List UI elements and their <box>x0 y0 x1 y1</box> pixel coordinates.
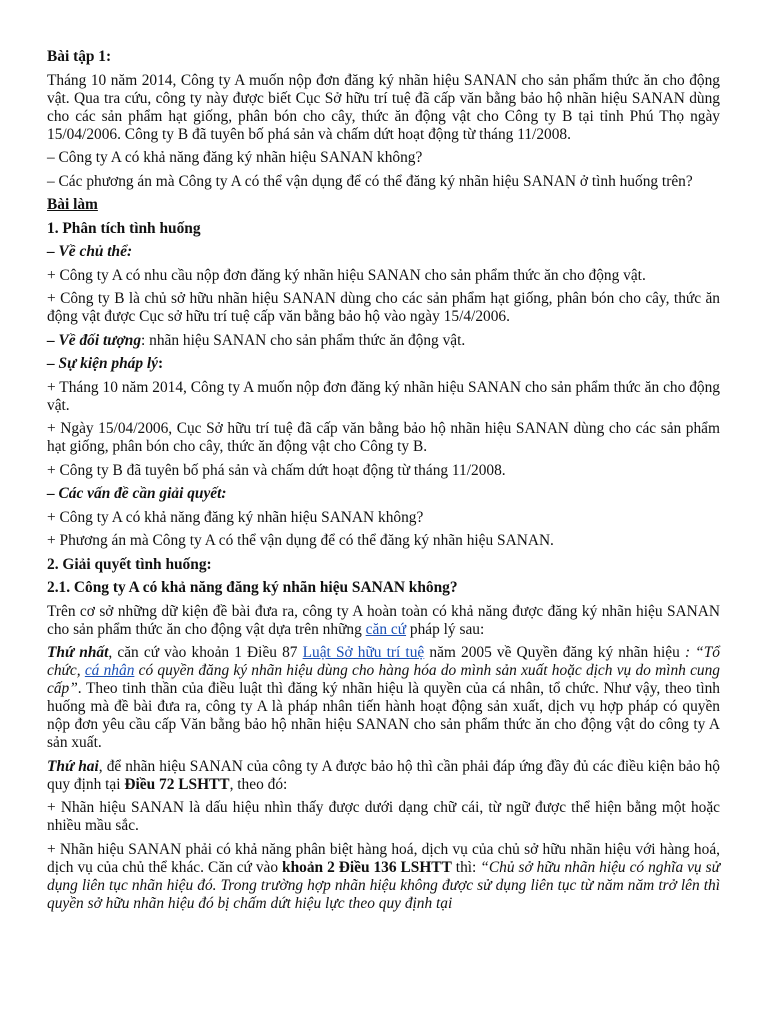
ip-law-link[interactable]: Luật Sở hữu trí tuệ <box>302 644 425 661</box>
basis-paragraph: Trên cơ sở những dữ kiện đề bài đưa ra, công ty A hoàn toàn có khả năng được đăng ký nhãn hiệu SANAN cho sản phẩm thức ăn cho động vật dựa trên những căn cứ pháp lý sau: <box>47 602 720 638</box>
event-1: + Tháng 10 năm 2014, Công ty A muốn nộp đơn đăng ký nhãn hiệu SANAN cho sản phẩm thức ăn cho động vật. <box>47 378 720 414</box>
event-3: + Công ty B đã tuyên bố phá sản và chấm dứt hoạt động từ tháng 11/2008. <box>47 461 506 479</box>
section-2-1-title: 2.1. Công ty A có khả năng đăng ký nhãn hiệu SANAN không? <box>47 579 458 596</box>
event-heading: – Sự kiện pháp lý: <box>47 355 164 372</box>
exercise-title: Bài tập 1: <box>47 48 112 65</box>
document-page <box>47 48 720 918</box>
exercise-paragraph: Tháng 10 năm 2014, Công ty A muốn nộp đơn đăng ký nhãn hiệu SANAN cho sản phẩm thức ăn cho động vật. Qua tra cứu, công ty này được biết Cục Sở hữu trí tuệ đã cấp văn bằng bảo hộ nhãn hiệu SANAN dùng cho các sản phẩm hạt giống, phân bón cho cây, thức ăn động vật cho Công ty B tại tỉnh Phú Thọ ngày 15/04/2006. Công ty B đã tuyên bố phá sản và chấm dứt hoạt động từ tháng 11/2008. <box>47 71 720 143</box>
event-2: + Ngày 15/04/2006, Cục Sở hữu trí tuệ đã cấp văn bằng bảo hộ nhãn hiệu SANAN dùng cho các sản phẩm hạt giống, phân bón cho cây, thức ăn động vật cho Công ty B. <box>47 420 720 455</box>
issue-2: + Phương án mà Công ty A có thể vận dụng để có thể đăng ký nhãn hiệu SANAN. <box>47 532 554 549</box>
condition-1: + Nhãn hiệu SANAN là dấu hiệu nhìn thấy được dưới dạng chữ cái, từ ngữ được thể hiện bằng một hoặc nhiều mầu sắc. <box>47 799 720 834</box>
question-1: – Công ty A có khả năng đăng ký nhãn hiệu SANAN không? <box>47 149 423 166</box>
second-paragraph: Thứ hai, để nhãn hiệu SANAN của công ty A được bảo hộ thì cần phải đáp ứng đầy đủ các điều kiện bảo hộ quy định tại Điều 72 LSHTT, theo đó: <box>47 757 721 793</box>
subject-heading: – Về chủ thể: <box>47 243 133 260</box>
condition-2: + Nhãn hiệu SANAN phải có khả năng phân biệt hàng hoá, dịch vụ của chủ sở hữu nhãn hiệu với hàng hoá, dịch vụ của chủ thể khác. Căn cứ vào khoản 2 Điều 136 LSHTT thì: “Chủ sở hữu nhãn hiệu có nghĩa vụ sử dụng liên tục nhãn hiệu đó. Trong trường hợp nhãn hiệu không được sử dụng liên tục từ năm năm trở lên thì quyền sở hữu nhãn hiệu đó bị chấm dứt hiệu lực theo quy định tại <box>47 840 720 912</box>
section-2-title: 2. Giải quyết tình huống: <box>47 555 212 573</box>
issues-heading: – Các vấn đề cần giải quyết: <box>47 485 227 502</box>
issue-1: + Công ty A có khả năng đăng ký nhãn hiệu SANAN không? <box>47 508 424 526</box>
can-cu-link[interactable]: căn cứ <box>365 620 407 638</box>
question-2: – Các phương án mà Công ty A có thể vận dụng để có thể đăng ký nhãn hiệu SANAN ở tình huống trên? <box>47 172 693 190</box>
subject-b: + Công ty B là chủ sở hữu nhãn hiệu SANAN dùng cho các sản phẩm hạt giống, phân bón cho cây, thức ăn động vật được Cục sở hữu trí tuệ cấp văn bằng bảo hộ vào ngày 15/4/2006. <box>47 290 720 325</box>
subject-a: + Công ty A có nhu cầu nộp đơn đăng ký nhãn hiệu SANAN cho sản phẩm thức ăn cho động vật. <box>47 266 646 284</box>
section-1-title: 1. Phân tích tình huống <box>47 219 201 237</box>
answer-heading: Bài làm <box>47 196 98 213</box>
ca-nhan-link[interactable]: cá nhân <box>84 662 135 679</box>
first-paragraph: Thứ nhất, căn cứ vào khoản 1 Điều 87 Luật Sở hữu trí tuệ năm 2005 về Quyền đăng ký nhãn hiệu : “Tổ chức, cá nhân có quyền đăng ký nhãn hiệu dùng cho hàng hóa do mình sản xuất hoặc dịch vụ do mình cung cấp”. Theo tinh thần của điều luật thì đăng ký nhãn hiệu là quyền của cá nhân, tổ chức. Như vậy, theo tình huống mà đề bài đưa ra, công ty A là pháp nhân tiến hành hoạt động sản xuất, dịch vụ hợp pháp có quyền nộp đơn yêu cầu cấp Văn bằng bảo hộ nhãn hiệu SANAN cho sản phẩm thức ăn cho động vật do công ty A sản xuất. <box>47 644 721 751</box>
object-line: – Về đối tượng: nhãn hiệu SANAN cho sản phẩm thức ăn động vật. <box>47 331 466 349</box>
